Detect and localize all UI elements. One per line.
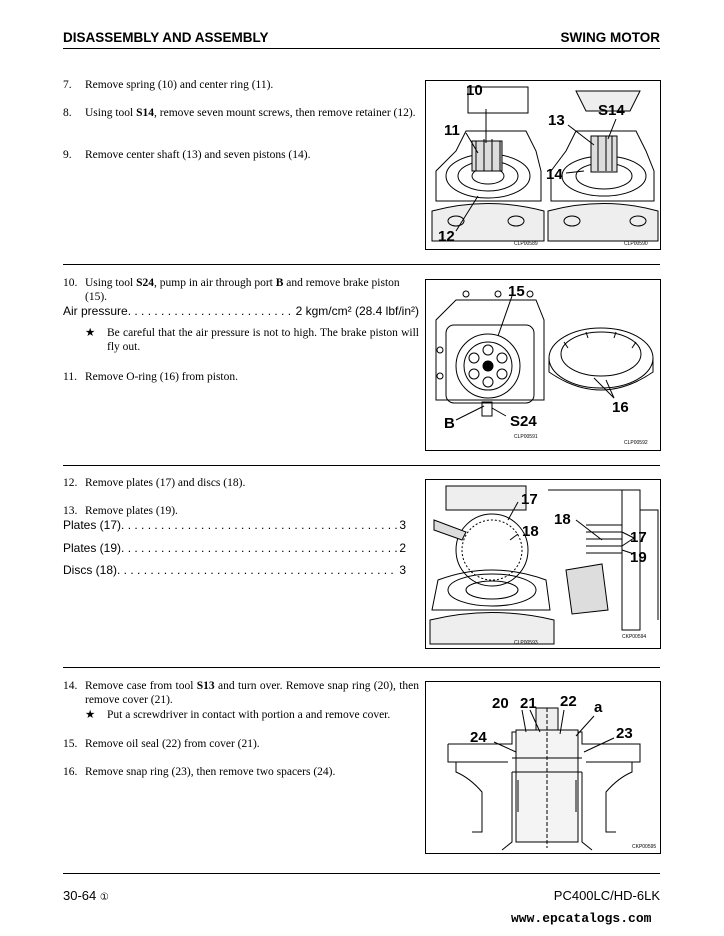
step-7 bbox=[63, 78, 419, 92]
fig3-caption-a: CLP00593 bbox=[514, 640, 538, 646]
quantity-discs-18 bbox=[63, 563, 406, 577]
step-8 bbox=[63, 106, 419, 120]
section-rule bbox=[63, 465, 660, 466]
fig2-label-S24: S24 bbox=[510, 413, 537, 430]
fig2-caption-b: CLP00592 bbox=[624, 440, 648, 446]
note-text: Put a screwdriver in contact with portion a and remove cover. bbox=[107, 709, 391, 721]
quantity-plates-17 bbox=[63, 518, 406, 532]
fig1-label-10: 10 bbox=[466, 82, 483, 99]
fig4-label-a: a bbox=[594, 699, 603, 716]
model-name: PC400LC/HD-6LK bbox=[553, 888, 660, 903]
qty-label: Discs (18) bbox=[63, 563, 118, 577]
fig4-label-20: 20 bbox=[492, 695, 509, 712]
qty-leader bbox=[121, 541, 397, 555]
spec-label: Air pressure bbox=[63, 304, 128, 318]
section-title: DISASSEMBLY AND ASSEMBLY bbox=[63, 30, 269, 45]
revision-mark: ① bbox=[99, 892, 109, 903]
fig4-label-21: 21 bbox=[520, 695, 537, 712]
fig1-label-S14: S14 bbox=[598, 102, 625, 119]
step-text: Remove plates (17) and discs (18). bbox=[85, 477, 246, 489]
footer-rule bbox=[63, 873, 660, 874]
qty-leader bbox=[117, 563, 397, 577]
star-icon: ★ bbox=[85, 327, 96, 339]
step-number: 11. bbox=[63, 371, 77, 383]
fig3-label-17b: 17 bbox=[630, 529, 647, 546]
step-number: 14. bbox=[63, 680, 78, 692]
fig4-label-22: 22 bbox=[560, 693, 577, 710]
quantity-plates-19 bbox=[63, 541, 406, 555]
component-title: SWING MOTOR bbox=[560, 30, 660, 45]
step-16 bbox=[63, 765, 419, 779]
note-screwdriver bbox=[85, 708, 419, 722]
fig2-label-B: B bbox=[444, 415, 455, 432]
header-rule bbox=[63, 48, 660, 49]
step-15 bbox=[63, 737, 419, 751]
fig4-label-23: 23 bbox=[616, 725, 633, 742]
step-number: 16. bbox=[63, 766, 78, 778]
figure-1 bbox=[425, 80, 661, 250]
fig1-label-13: 13 bbox=[548, 112, 565, 129]
figure-4 bbox=[425, 681, 661, 854]
step-text: Remove case from tool S13 and turn over. Remove snap ring (20), then remove cover (21). bbox=[85, 680, 419, 706]
figure-2 bbox=[425, 279, 661, 451]
step-11 bbox=[63, 370, 419, 384]
qty-label: Plates (19) bbox=[63, 541, 122, 555]
step-text: Using tool S14, remove seven mount screws, then remove retainer (12). bbox=[85, 107, 416, 119]
fig1-caption-b: CLP00590 bbox=[624, 241, 648, 247]
step-number: 13. bbox=[63, 505, 78, 517]
step-number: 12. bbox=[63, 477, 78, 489]
step-text: Remove center shaft (13) and seven pistons (14). bbox=[85, 149, 311, 161]
step-number: 7. bbox=[63, 79, 72, 91]
step-14 bbox=[63, 679, 419, 707]
step-text: Remove spring (10) and center ring (11). bbox=[85, 79, 274, 91]
page-header bbox=[63, 30, 660, 48]
fig2-label-16: 16 bbox=[612, 399, 629, 416]
step-text: Remove O-ring (16) from piston. bbox=[85, 371, 238, 383]
step-text: Remove plates (19). bbox=[85, 505, 178, 517]
fig3-caption-b: CKP00594 bbox=[622, 634, 647, 640]
step-number: 10. bbox=[63, 277, 78, 289]
note-air-pressure bbox=[85, 326, 419, 354]
fig1-label-11: 11 bbox=[444, 122, 460, 139]
step-number: 8. bbox=[63, 107, 72, 119]
star-icon: ★ bbox=[85, 709, 96, 721]
page-number: 30-64 ① bbox=[63, 888, 109, 903]
step-number: 9. bbox=[63, 149, 72, 161]
fig3-label-19: 19 bbox=[630, 549, 647, 566]
fig2-caption-a: CLP00591 bbox=[514, 434, 538, 440]
step-10 bbox=[63, 276, 419, 304]
step-number: 15. bbox=[63, 738, 78, 750]
step-9 bbox=[63, 148, 419, 162]
step-text: Remove oil seal (22) from cover (21). bbox=[85, 738, 260, 750]
qty-value: 3 bbox=[399, 518, 406, 532]
note-text: Be careful that the air pressure is not to high. The brake piston will fly out. bbox=[107, 327, 419, 353]
fig1-label-12: 12 bbox=[438, 228, 455, 245]
watermark: www.epcatalogs.com bbox=[511, 911, 652, 926]
fig3-label-17: 17 bbox=[521, 491, 538, 508]
spec-leader bbox=[128, 304, 294, 318]
step-text: Remove snap ring (23), then remove two spacers (24). bbox=[85, 766, 336, 778]
fig1-caption-a: CLP00589 bbox=[514, 241, 538, 247]
figure-3 bbox=[425, 479, 661, 649]
step-12 bbox=[63, 476, 419, 490]
qty-leader bbox=[121, 518, 397, 532]
qty-value: 2 bbox=[399, 541, 406, 555]
fig2-label-15: 15 bbox=[508, 283, 525, 300]
spec-value: 2 kgm/cm² (28.4 lbf/in²) bbox=[295, 304, 419, 318]
air-pressure-spec bbox=[63, 304, 419, 318]
section-rule bbox=[63, 667, 660, 668]
fig4-label-24: 24 bbox=[470, 729, 487, 746]
step-13 bbox=[63, 504, 419, 518]
fig1-label-14: 14 bbox=[546, 166, 563, 183]
step-text: Using tool S24, pump in air through port B and remove brake piston (15). bbox=[85, 277, 400, 303]
fig3-label-18b: 18 bbox=[554, 511, 571, 528]
qty-label: Plates (17) bbox=[63, 518, 122, 532]
fig4-caption: CKP00595 bbox=[632, 844, 657, 850]
qty-value: 3 bbox=[399, 563, 406, 577]
section-rule bbox=[63, 264, 660, 265]
fig3-label-18: 18 bbox=[522, 523, 539, 540]
